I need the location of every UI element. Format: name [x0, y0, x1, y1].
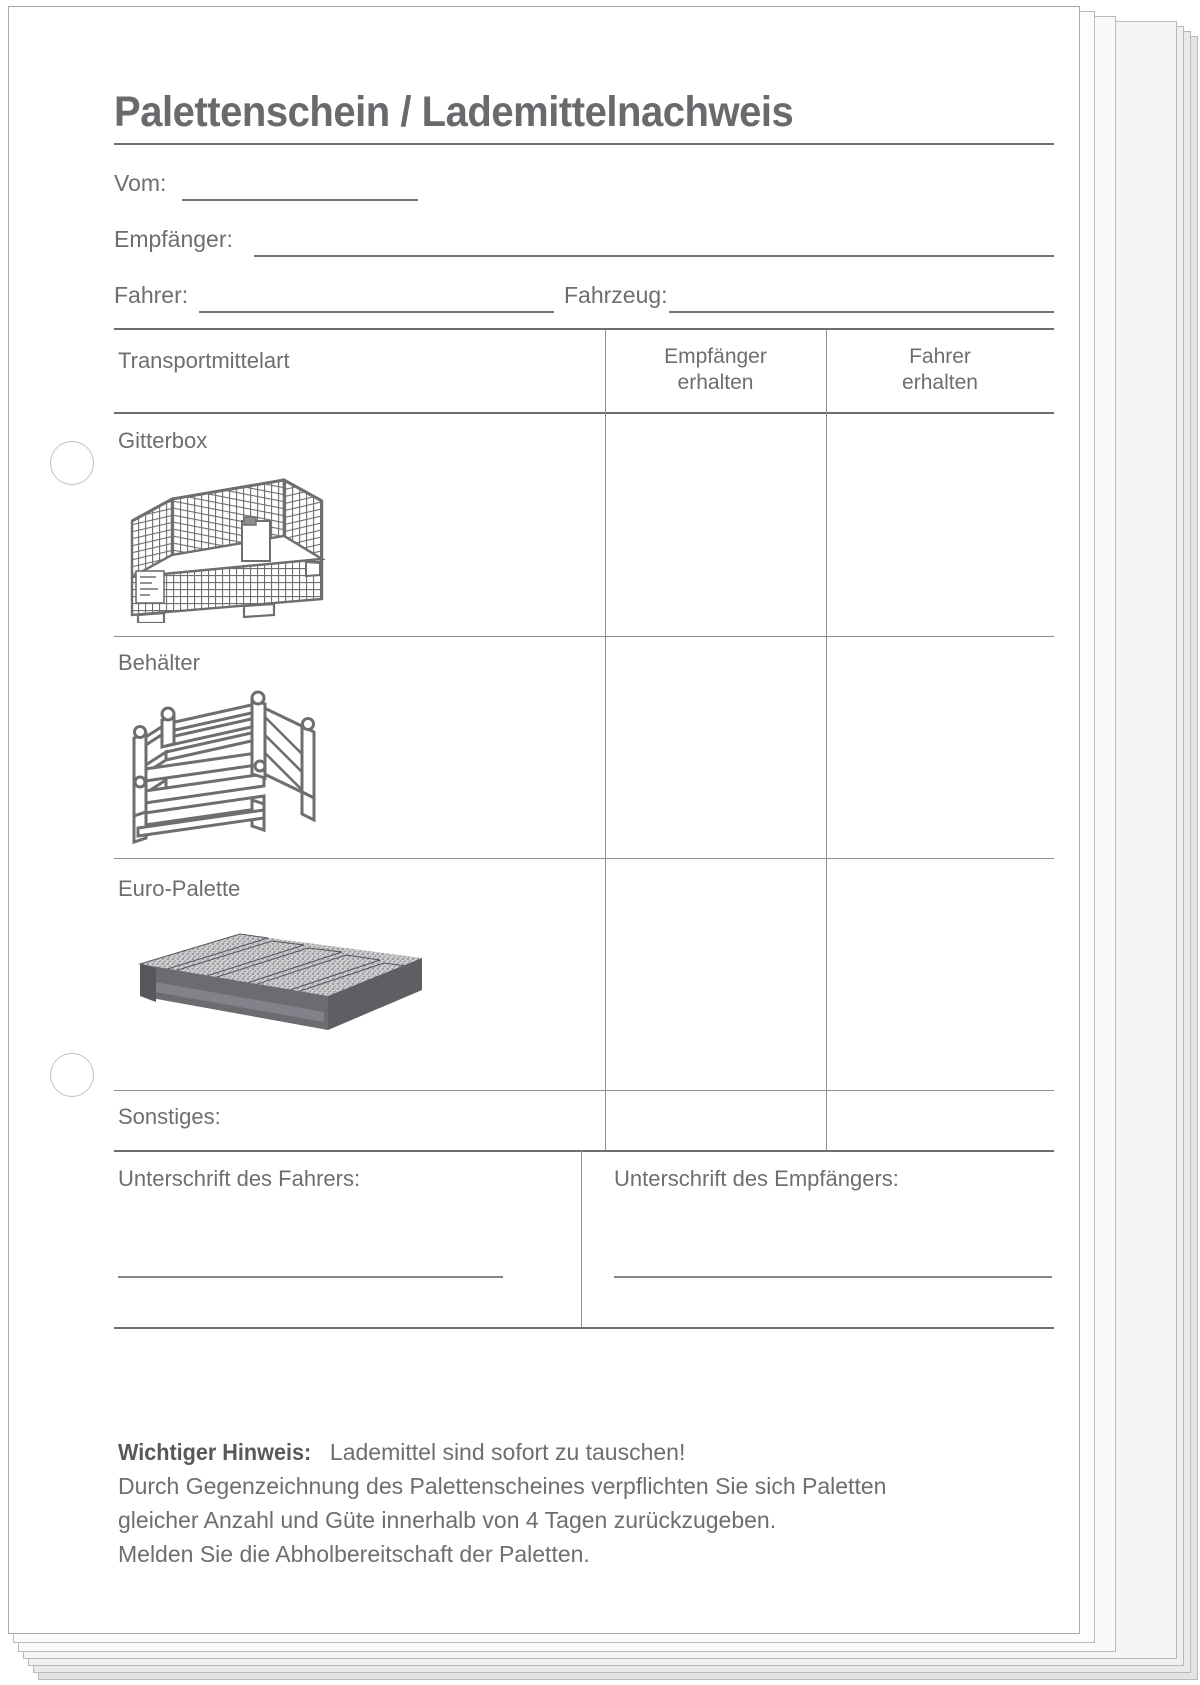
- cell-empfaenger-euro-palette[interactable]: [606, 859, 825, 1089]
- euro-palette-illustration: [122, 918, 422, 1063]
- field-vom-label: Vom:: [114, 170, 167, 196]
- field-empfaenger[interactable]: [114, 226, 1054, 260]
- important-notice: [118, 1435, 1048, 1571]
- row-label-euro-palette: Euro-Palette: [118, 876, 241, 901]
- column-header-fahrer-line2: erhalten: [902, 371, 978, 395]
- filing-punch-hole: [50, 441, 94, 485]
- field-empfaenger-input-line[interactable]: [254, 255, 1054, 257]
- column-header-empfaenger-erhalten: [605, 344, 826, 397]
- row-label-sonstiges: Sonstiges:: [118, 1104, 221, 1129]
- cell-sonstiges-description[interactable]: [294, 1104, 594, 1144]
- signature-block-bottom-border: [114, 1327, 1054, 1329]
- filing-punch-hole: [50, 1053, 94, 1097]
- cell-fahrer-sonstiges[interactable]: [827, 1091, 1053, 1149]
- column-header-empfaenger-line1: Empfänger: [664, 345, 767, 368]
- notice-line-2: Durch Gegenzeichnung des Palettenscheines verpflichten Sie sich Paletten: [118, 1473, 887, 1499]
- page-title: Palettenschein / Lademittelnachweis: [114, 88, 794, 136]
- notice-line-1: [118, 1435, 1048, 1469]
- signature-driver-label: Unterschrift des Fahrers:: [118, 1166, 361, 1191]
- column-header-transportmittelart: Transportmittelart: [118, 348, 290, 373]
- cell-empfaenger-sonstiges[interactable]: [606, 1091, 825, 1149]
- field-vom[interactable]: [114, 170, 1054, 204]
- signature-block: [114, 1150, 1054, 1330]
- signature-column-divider: [581, 1150, 582, 1328]
- cell-fahrer-behaelter[interactable]: [827, 637, 1053, 857]
- row-label-gitterbox: Gitterbox: [118, 428, 208, 453]
- cell-fahrer-gitterbox[interactable]: [827, 414, 1053, 635]
- notice-line-3: gleicher Anzahl und Güte innerhalb von 4 Tagen zurückzugeben.: [118, 1507, 777, 1533]
- row-label-behaelter: Behälter: [118, 650, 200, 675]
- field-fahrer-label: Fahrer:: [114, 282, 189, 308]
- cell-empfaenger-gitterbox[interactable]: [606, 414, 825, 635]
- behaelter-illustration: [124, 686, 334, 851]
- notice-line-4: Melden Sie die Abholbereitschaft der Paletten.: [118, 1541, 590, 1567]
- gitterbox-illustration: [124, 463, 334, 623]
- column-header-fahrer-erhalten: [826, 344, 1054, 397]
- field-fahrzeug-input-line[interactable]: [669, 311, 1054, 313]
- cell-empfaenger-behaelter[interactable]: [606, 637, 825, 857]
- field-fahrer-fahrzeug-row[interactable]: [114, 282, 1054, 316]
- cell-fahrer-euro-palette[interactable]: [827, 859, 1053, 1089]
- title-divider: [114, 143, 1054, 145]
- column-header-empfaenger-line2: erhalten: [677, 371, 754, 395]
- signature-recipient-line[interactable]: [614, 1276, 1052, 1278]
- field-fahrzeug-label: Fahrzeug:: [564, 282, 668, 308]
- notice-line-1-rest: Lademittel sind sofort zu tauschen!: [323, 1439, 686, 1465]
- signature-recipient-label: Unterschrift des Empfängers:: [614, 1166, 899, 1191]
- field-empfaenger-label: Empfänger:: [114, 226, 233, 252]
- table-top-border: [114, 328, 1054, 330]
- signature-driver-line[interactable]: [118, 1276, 503, 1278]
- field-fahrer-input-line[interactable]: [199, 311, 554, 313]
- notice-bold-prefix: Wichtiger Hinweis:: [118, 1439, 312, 1465]
- column-header-fahrer-line1: Fahrer: [909, 345, 971, 368]
- field-vom-input-line[interactable]: [182, 199, 418, 201]
